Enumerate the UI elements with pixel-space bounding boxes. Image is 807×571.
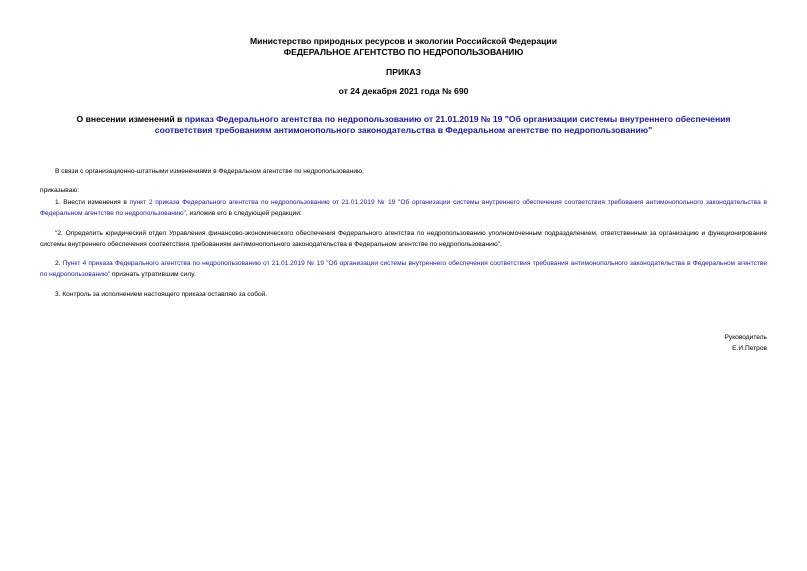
item-1-prefix: 1. Внести изменения в <box>55 199 130 206</box>
quoted-new-wording: "2. Определить юридический отдел Управления финансово-экономического обеспечения Федерального агентства по недропользованию уполномоченным подразделением, ответственным за организацию и функционирование системы внутреннего обеспечения соответствия требованиям антимонопольного законодательства в Федеральном агентстве по недропользованию". <box>40 230 767 248</box>
order-word: приказываю: <box>40 187 80 194</box>
signatory-position: Руководитель <box>724 334 767 341</box>
document-date-number: от 24 декабря 2021 года № 690 <box>338 86 469 96</box>
title-order-link[interactable]: приказ Федерального агентства по недропользованию от 21.01.2019 № 19 "Об организации системы внутреннего обеспечения <box>184 114 731 124</box>
item-3-paragraph: 3. Контроль за исполнением настоящего приказа оставляю за собой. <box>55 291 268 298</box>
item-2-paragraph <box>40 258 767 280</box>
signatory-name: Е.И.Петров <box>732 345 767 352</box>
document-title <box>0 114 807 125</box>
item-1-paragraph <box>40 197 767 219</box>
item-2-prefix: 2. <box>55 260 63 267</box>
document-type: ПРИКАЗ <box>386 67 421 77</box>
agency-name: ФЕДЕРАЛЬНОЕ АГЕНТСТВО ПО НЕДРОПОЛЬЗОВАНИЮ <box>283 47 524 57</box>
item-2-suffix: признать утратившим силу. <box>110 271 196 278</box>
item-1-link[interactable]: пункт 2 приказа Федерального агентства по недропользованию от 21.01.2019 № 19 "Об организации системы внутреннего обеспечения соответствия требования антимонопольного законодательства в Федеральном агентстве по недропользованию" <box>40 199 767 217</box>
intro-paragraph: В связи с организационно-штатными изменениями в Федеральном агентстве по недропользованию, <box>55 168 364 175</box>
title-prefix: О внесении изменений в <box>76 114 185 124</box>
item-1-suffix: , изложив его в следующей редакции: <box>185 210 302 217</box>
document-title-line2 <box>0 125 807 136</box>
item-2-link[interactable]: Пункт 4 приказа Федерального агентства по недропользованию от 21.01.2019 № 19 "Об организации системы внутреннего обеспечения соответствия требования антимонопольного законодательства в Федеральном агентстве по недропользованию" <box>40 260 767 278</box>
ministry-name: Министерство природных ресурсов и экологии Российской Федерации <box>250 36 557 46</box>
title-order-link-continued[interactable]: соответствия требованиям антимонопольного законодательства в Федеральном агентстве по недропользованию" <box>154 125 653 135</box>
